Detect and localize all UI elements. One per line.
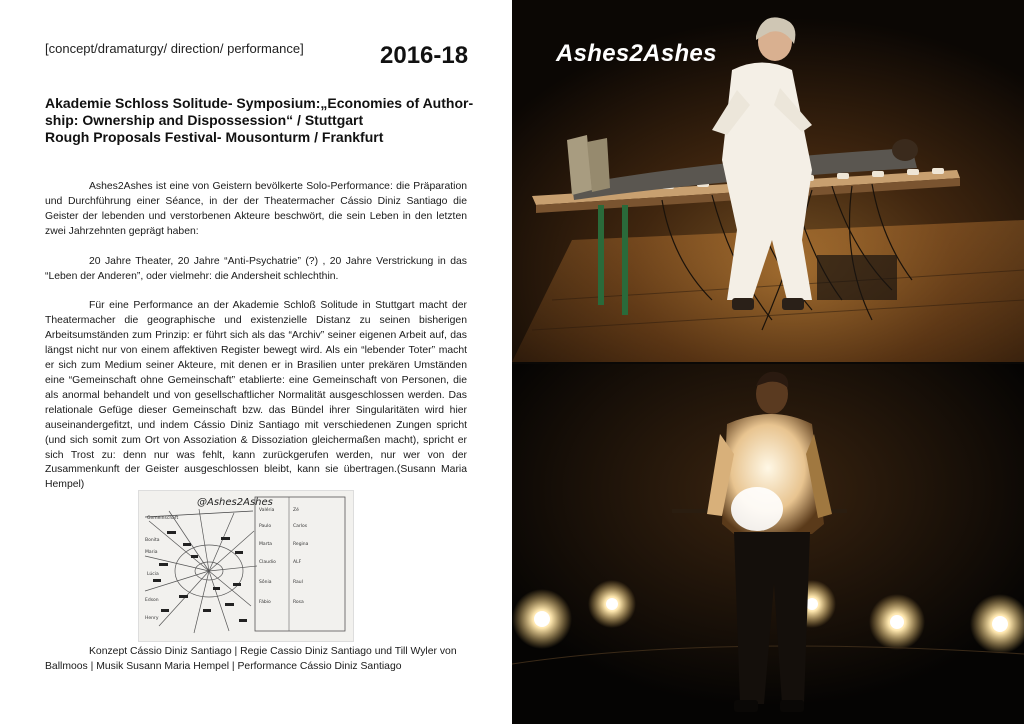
- sketch-word: ALF: [293, 560, 302, 565]
- sketch-image: [138, 490, 354, 642]
- work-title: Ashes2Ashes: [556, 40, 717, 67]
- paragraph: Für eine Performance an der Akademie Schloß Solitude in Stuttgart macht der Theatermacher die geographische und existenzielle Distanz zu seinen bisherigen Arbeitsumständen zum Prinzip: er führt sich als das “Archiv” seiner eigenen Arbeit auf, das längst nicht nur von einem affektiven Register bewegt wird. Als ein “lebender Toter” macht er sich zum Medium seiner Akteure, mit denen er in Brasilien unter prekären Umständen eine “Gemeinschaft ohne Gemeinschaft” etablierte: eine Gemeinschaft von Personen, die als anormal behandelt und von gesellschaftlicher Normalität ausgeschlossen werden. Das relationale Gefüge dieser Gemeinschaft bzw. das Bündel ihrer Singularitäten wird hier auseinandergefitzt, und indem Cássio Diniz Santiago mit verschiedenen Zungen spricht (und sich somit zum Ort von Assoziation & Dissoziation gleichermaßen macht), spricht er sich Trost zu: denn nur was fehlt, kann zurückgerufen werden, nur wer von der Zusammenkunft der Geister ausgeschlossen bleibt, kann sie übertragen.(Susann Maria Hempel): [45, 300, 467, 491]
- sketch-word: Carlos: [293, 524, 308, 529]
- credits: [45, 644, 475, 674]
- venue-line: ship: Ownership and Dispossession“ / Stuttgart: [45, 112, 364, 128]
- sketch-word: Regina: [293, 542, 309, 547]
- sketch-word: Raul: [293, 580, 303, 585]
- sketch-word: Fábio: [259, 600, 271, 605]
- sketch-word: Bonita: [145, 538, 160, 543]
- sketch-word: Claudio: [259, 560, 276, 565]
- sketch-word: Rosa: [293, 600, 304, 605]
- venue-line: Akademie Schloss Solitude- Symposium:„Economies of Author-: [45, 95, 474, 111]
- sketch-word: Marta: [259, 542, 273, 547]
- year-label: 2016-18: [380, 42, 469, 69]
- paragraph: 20 Jahre Theater, 20 Jahre “Anti-Psychatrie” (?) , 20 Jahre Verstrickung in das “Leben der Anderen”, oder vielmehr: die Andersheit schlechthin.: [45, 255, 467, 282]
- sketch-word: Sônia: [259, 580, 272, 585]
- sketch-drawing: [139, 491, 353, 641]
- sketch-word: Zé: [293, 508, 299, 513]
- venue-list: [45, 95, 474, 146]
- sketch-word: Valéria: [259, 508, 275, 513]
- paragraph: Ashes2Ashes ist eine von Geistern bevölkerte Solo-Performance: die Präparation und Durchführung einer Séance, in der der Theatermacher Cássio Diniz Santiago die Geister der lebenden und verstorbenen Akteure beschwört, die sein Leben in den letzten zwei Jahrzehnten geprägt haben:: [45, 181, 467, 237]
- sketch-word: Maria: [145, 550, 158, 555]
- standing-performer-photo: [512, 364, 1024, 724]
- sketch-word: Gemeinschaft: [147, 516, 179, 521]
- credits-line: Konzept Cássio Diniz Santiago | Regie Cassio Diniz Santiago und Till Wyler von: [89, 646, 457, 657]
- sketch-heading: @Ashes2Ashes: [197, 497, 273, 508]
- sketch-word: Paulo: [259, 524, 272, 529]
- photo-page: [512, 0, 1024, 724]
- sketch-word: Edson: [145, 598, 159, 603]
- description: [45, 180, 467, 508]
- venue-line: Rough Proposals Festival- Mousonturm / Frankfurt: [45, 129, 384, 145]
- sketch-word: Henry: [145, 616, 159, 621]
- credits-line: Ballmoos | Musik Susann Maria Hempel | Performance Cássio Diniz Santiago: [45, 661, 402, 672]
- sketch-word: Lúcia: [147, 572, 159, 577]
- role-label: [concept/dramaturgy/ direction/ performance]: [45, 41, 304, 56]
